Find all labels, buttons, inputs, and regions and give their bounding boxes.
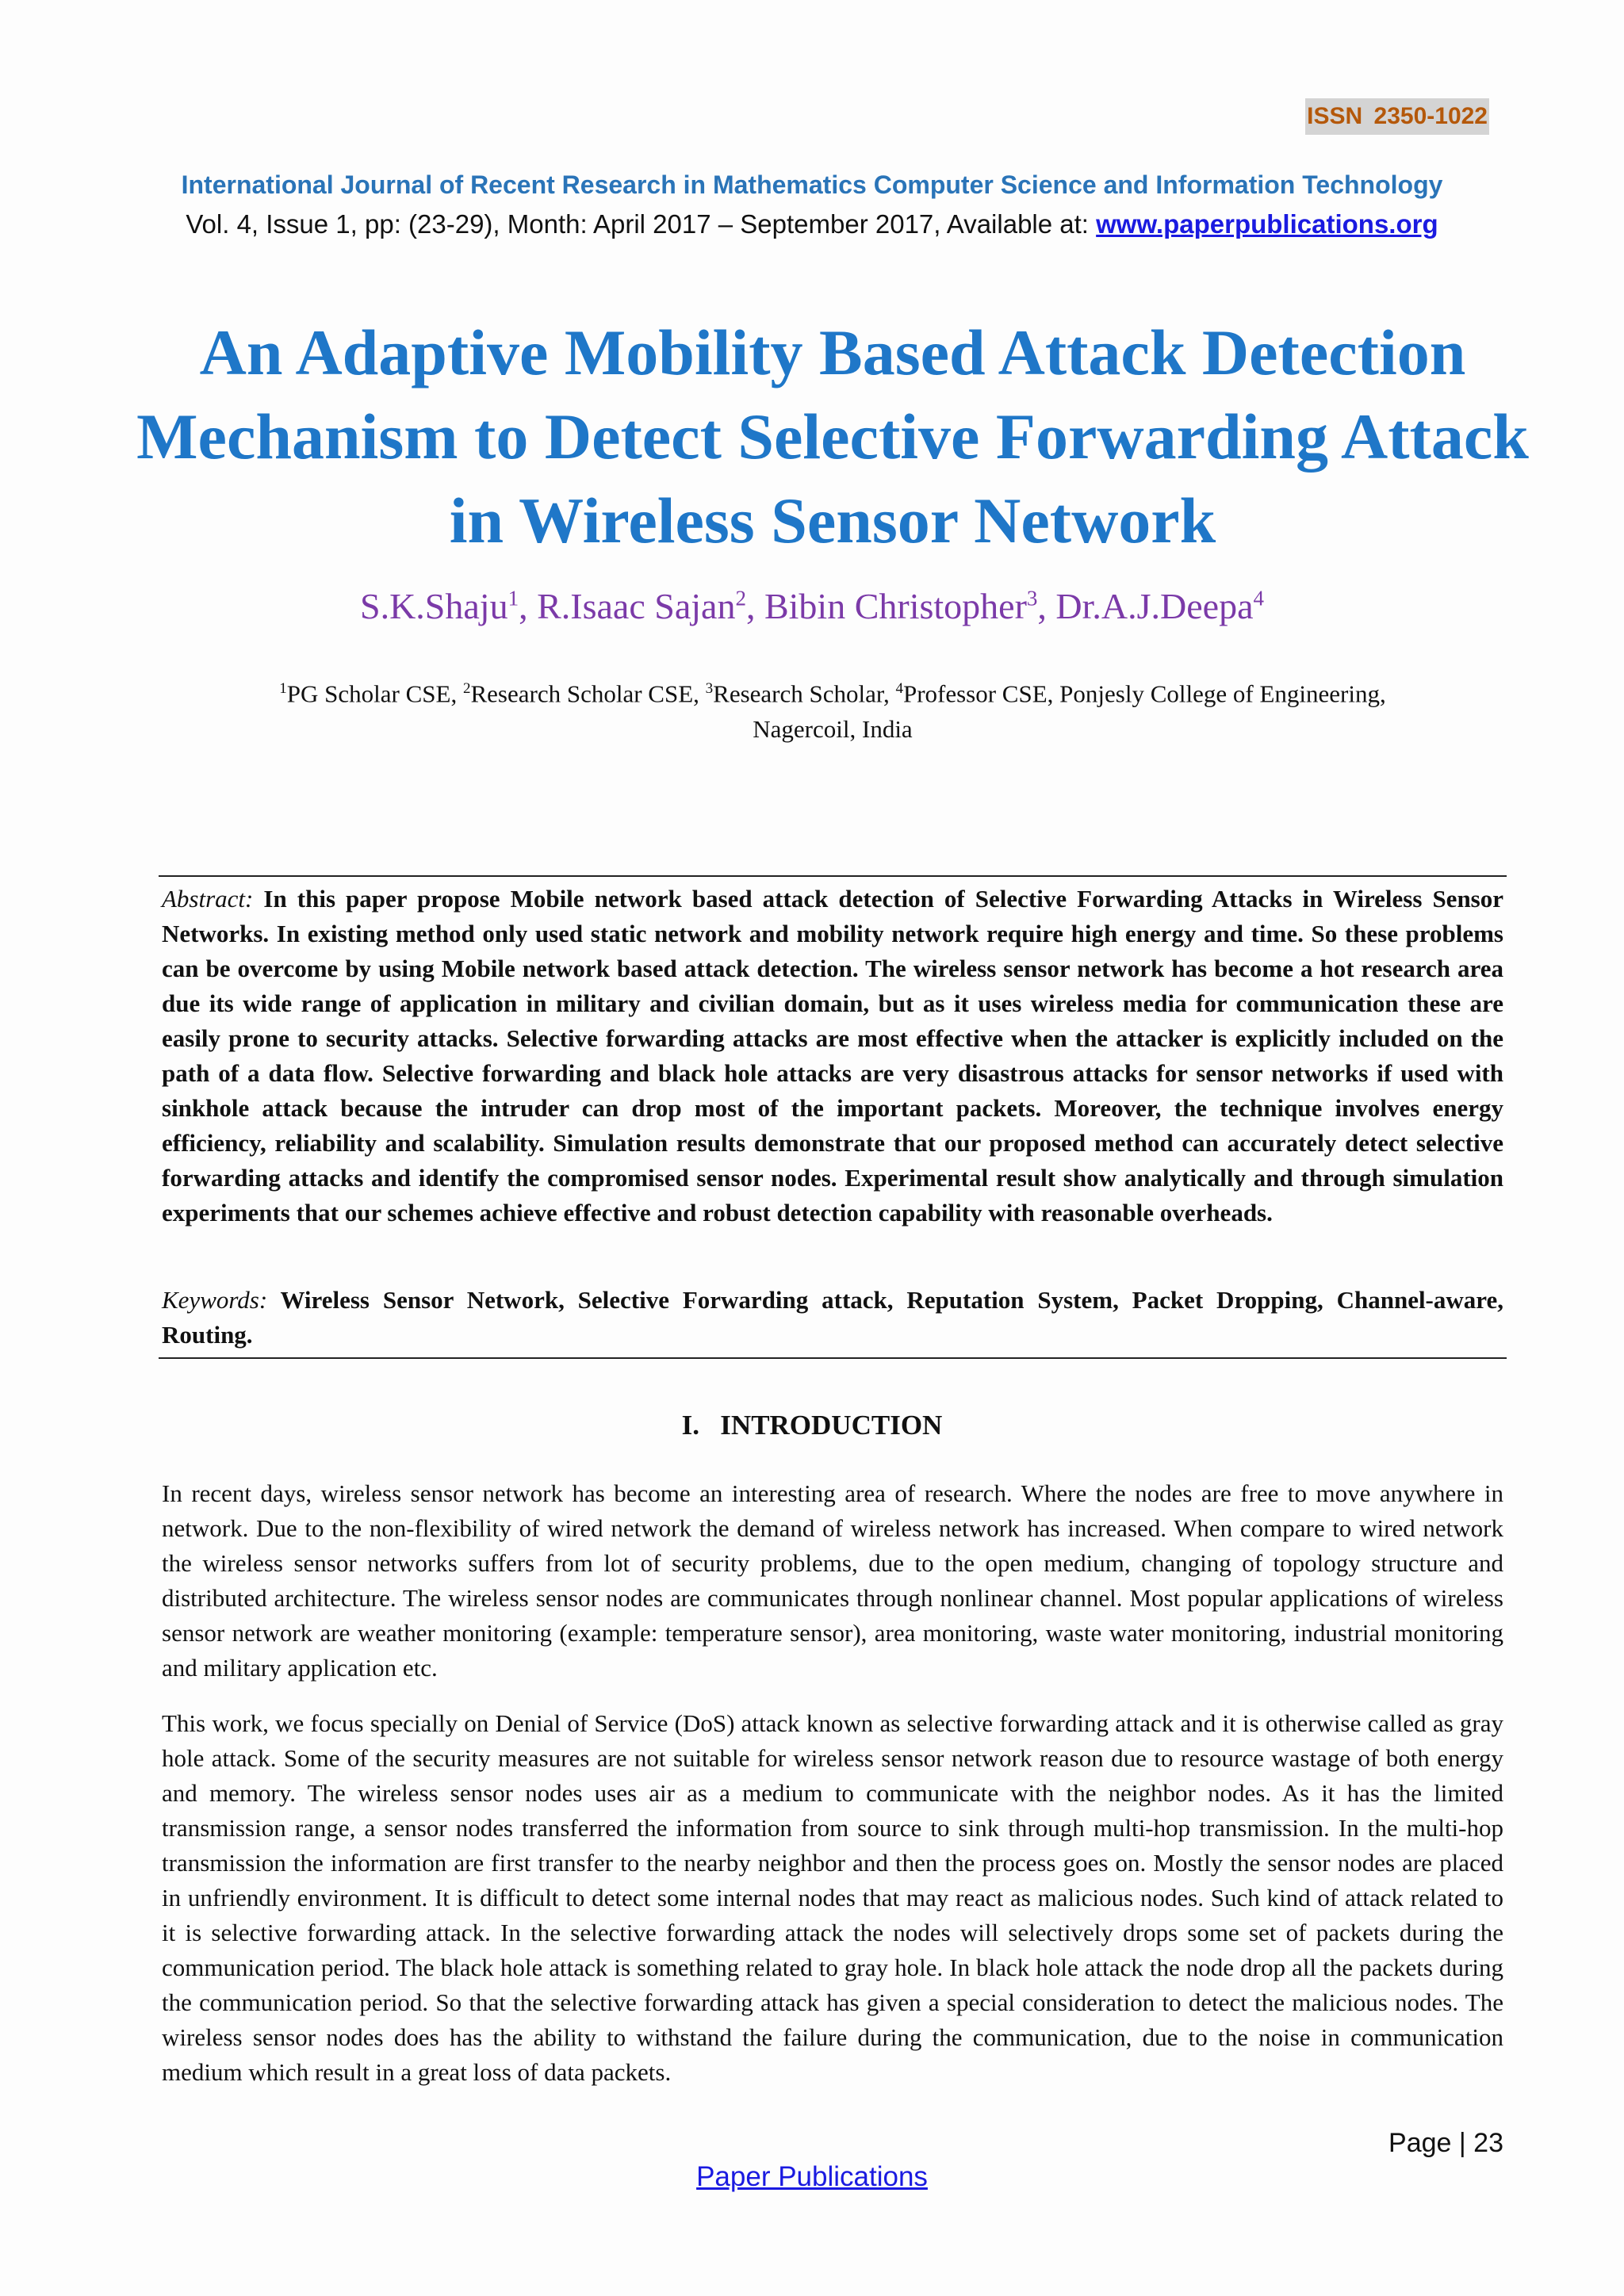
author-sup: 2 (735, 586, 746, 610)
affil-sup: 1 (279, 680, 287, 697)
abstract (162, 882, 1503, 1230)
affil-2: Research Scholar CSE, (470, 679, 699, 708)
abstract-label: Abstract: (162, 885, 254, 913)
affil-sup: 4 (895, 680, 903, 697)
author-sup: 4 (1253, 586, 1264, 610)
keywords-label: Keywords: (162, 1286, 268, 1314)
paper-title: An Adaptive Mobility Based Attack Detection Mechanism to Detect Selective Forwarding Attack in Wireless Sensor Network (136, 316, 1529, 557)
abstract-bottom-rule (159, 1357, 1507, 1359)
intro-paragraph-1: In recent days, wireless sensor network has become an interesting area of research. Where the nodes are free to move anywhere in network. Due to the non-flexibility of wired network the demand of wireless network has increased. When compare to wired network the wireless sensor networks suffers from lot of security problems, due to the open medium, changing of topology structure and distributed architecture. The wireless sensor nodes are communicates through nonlinear channel. Most popular applications of wireless sensor network are weather monitoring (example: temperature sensor), area monitoring, waste water monitoring, industrial monitoring and military application etc. (162, 1479, 1503, 1682)
abstract-text: In this paper propose Mobile network based attack detection of Selective Forwarding Attacks in Wireless Sensor Networks. In existing method only used static network and mobility network require high energy and time. So these problems can be overcome by using Mobile network based attack detection. The wireless sensor network has become a hot research area due its wide range of application in military and civilian domain, but as it uses wireless media for communication these are easily prone to security attacks. Selective forwarding attacks are most effective when the attacker is explicitly included on the path of a data flow. Selective forwarding and black hole attacks are very disastrous attacks for sensor networks if used with sinkhole attack because the intruder can drop most of the important packets. Moreover, the technique involves energy efficiency, reliability and scalability. Simulation results demonstrate that our proposed method can accurately detect selective forwarding attacks and identify the compromised sensor nodes. Experimental result show analytically and through simulation experiments that our schemes achieve effective and robust detection capability with reasonable overheads. (162, 885, 1504, 1226)
author-name: Bibin Christopher (764, 586, 1027, 626)
author-list: S.K.Shaju$^1$, R.Isaac Sajan$^2$, Bibin Christopher$^3$, Dr.A.J.Deepa$^4$ (360, 586, 1264, 626)
affil-sup: 3 (705, 680, 714, 697)
page-number: Page | 23 (1388, 2128, 1503, 2158)
section-heading: I. INTRODUCTION (681, 1410, 943, 1441)
author-name: R.Isaac Sajan (537, 586, 736, 626)
volume-text: Vol. 4, Issue 1, pp: (23-29), Month: April 2017 – September 2017, Available at: (186, 209, 1097, 239)
affil-4: Professor CSE, Ponjesly College of Engineering, (902, 679, 1386, 708)
author-name: Dr.A.J.Deepa (1055, 586, 1254, 626)
author-sup: 3 (1026, 586, 1038, 610)
author-name: S.K.Shaju (360, 586, 508, 626)
intro-paragraph-2: This work, we focus specially on Denial of Service (DoS) attack known as selective forwarding attack and it is otherwise called as gray hole attack. Some of the security measures are not suitable for wireless sensor network reason due to resource wastage of both energy and memory. The wireless sensor nodes uses air as a medium to communicate with the neighbor nodes. As it has the limited transmission range, a sensor nodes transferred the information from source to sink through multi-hop transmission. In the multi-hop transmission the information are first transfer to the nearby neighbor and then the process goes on. Mostly the sensor nodes are placed in unfriendly environment. It is difficult to detect some internal nodes that may react as malicious nodes. Such kind of attack related to it is selective forwarding attack. In the selective forwarding attack the nodes will selectively drops some set of packets during the communication period. The black hole attack is something related to gray hole. In black hole attack the node drop all the packets during the communication period. So that the selective forwarding attack has given a special consideration to detect the malicious nodes. The wireless sensor nodes does has the ability to withstand the failure during the communication, due to the noise in communication medium which result in a great loss of data packets. (162, 1709, 1503, 2086)
affil-sup: 2 (462, 680, 471, 697)
journal-name: International Journal of Recent Research in Mathematics Computer Science and Information Technology (181, 170, 1443, 199)
affil-place: Nagercoil, India (753, 715, 913, 744)
affil-3: Research Scholar, (713, 679, 890, 708)
keywords-text: Wireless Sensor Network, Selective Forwarding attack, Reputation System, Packet Dropping, Channel-aware, Routing. (162, 1286, 1503, 1349)
author-sup: 1 (508, 586, 519, 610)
affil-1: PG Scholar CSE, (286, 679, 458, 708)
affiliations (143, 671, 1522, 747)
issn-badge: ISSN 2350-1022 (1305, 98, 1489, 135)
keywords (162, 1283, 1503, 1353)
website-link[interactable]: www.paperpublications.org (1096, 209, 1438, 239)
abstract-top-rule (159, 875, 1507, 877)
volume-line (0, 209, 1624, 239)
publisher-link[interactable]: Paper Publications (696, 2161, 928, 2192)
